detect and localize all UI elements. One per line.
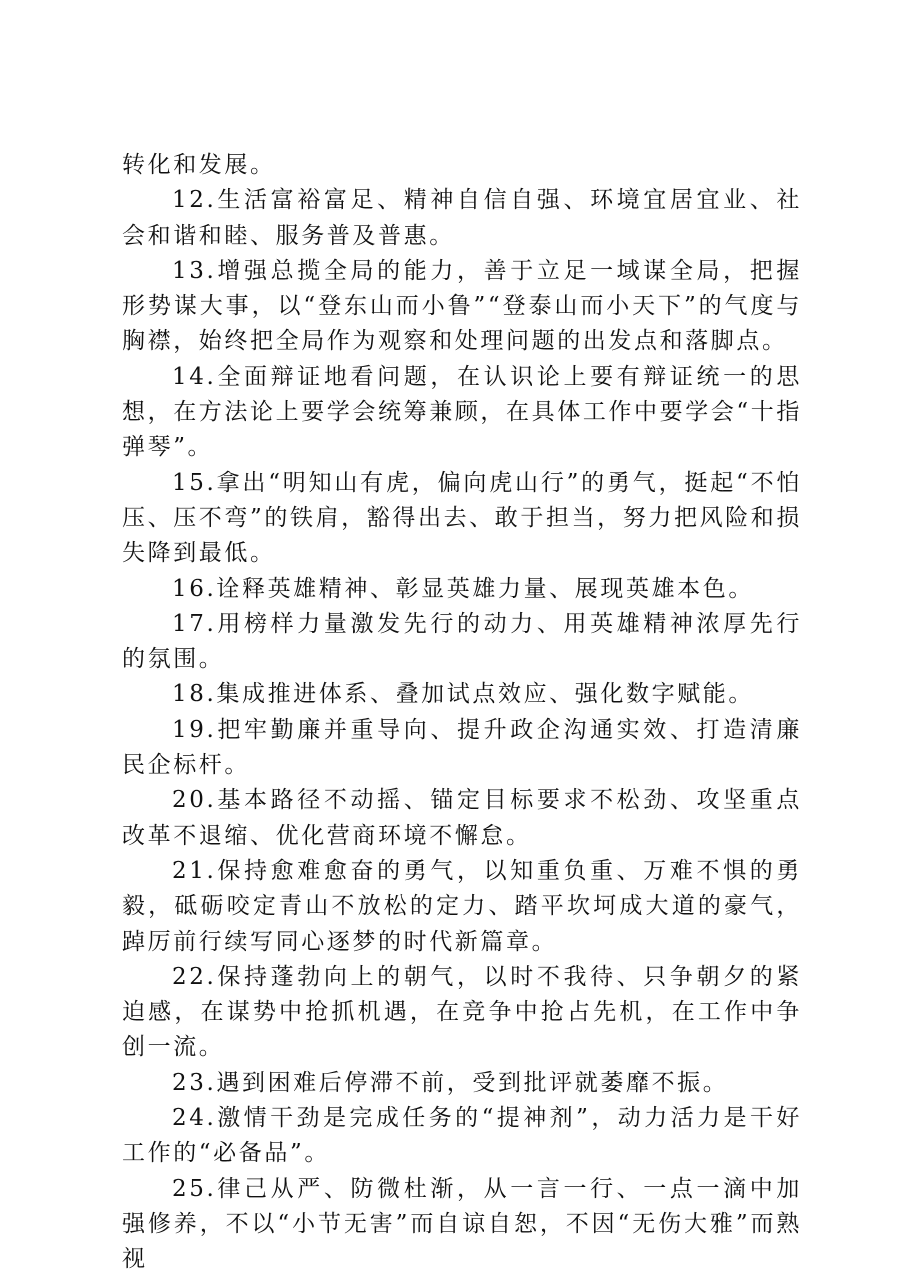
paragraph-item-12: 12.生活富裕富足、精神自信自强、环境宜居宜业、社会和谐和睦、服务普及普惠。 bbox=[122, 187, 802, 249]
paragraph-item-16: 16.诠释英雄精神、彰显英雄力量、展现英雄本色。 bbox=[172, 575, 754, 602]
paragraph-item-18: 18.集成推进体系、叠加试点效应、强化数字赋能。 bbox=[172, 681, 754, 708]
document-body bbox=[122, 148, 802, 1278]
paragraph-item-21: 21.保持愈难愈奋的勇气，以知重负重、万难不惧的勇毅，砥砺咬定青山不放松的定力、踏平坎坷成大道的豪气，踔厉前行续写同心逐梦的时代新篇章。 bbox=[122, 857, 802, 955]
paragraph-item-25: 25.律己从严、防微杜渐，从一言一行、一点一滴中加强修养，不以“小节无害”而自谅自恕，不因“无伤大雅”而熟视 bbox=[122, 1175, 802, 1273]
paragraph-item-14: 14.全面辩证地看问题，在认识论上要有辩证统一的思想，在方法论上要学会统筹兼顾，在具体工作中要学会“十指弹琴”。 bbox=[122, 363, 802, 461]
paragraph-item-15: 15.拿出“明知山有虎，偏向虎山行”的勇气，挺起“不怕压、压不弯”的铁肩，豁得出去、敢于担当，努力把风险和损失降到最低。 bbox=[122, 469, 802, 567]
paragraph-item-17: 17.用榜样力量激发先行的动力、用英雄精神浓厚先行的氛围。 bbox=[122, 610, 802, 673]
paragraph-item-20: 20.基本路径不动摇、锚定目标要求不松劲、攻坚重点改革不退缩、优化营商环境不懈怠。 bbox=[122, 787, 802, 849]
paragraph-item-22: 22.保持蓬勃向上的朝气，以时不我待、只争朝夕的紧迫感，在谋势中抢抓机遇，在竞争中抢占先机，在工作中争创一流。 bbox=[122, 963, 802, 1061]
paragraph-item-24: 24.激情干劲是完成任务的“提神剂”，动力活力是干好工作的“必备品”。 bbox=[122, 1105, 802, 1167]
paragraph-item-23: 23.遇到困难后停滞不前，受到批评就萎靡不振。 bbox=[172, 1069, 729, 1096]
paragraph-item-13: 13.增强总揽全局的能力，善于立足一域谋全局，把握形势谋大事，以“登东山而小鲁”“登泰山而小天下”的气度与胸襟，始终把全局作为观察和处理问题的出发点和落脚点。 bbox=[122, 257, 802, 355]
paragraph-continuation: 转化和发展。 bbox=[122, 152, 276, 178]
paragraph-item-19: 19.把牢勤廉并重导向、提升政企沟通实效、打造清廉民企标杆。 bbox=[122, 716, 802, 779]
